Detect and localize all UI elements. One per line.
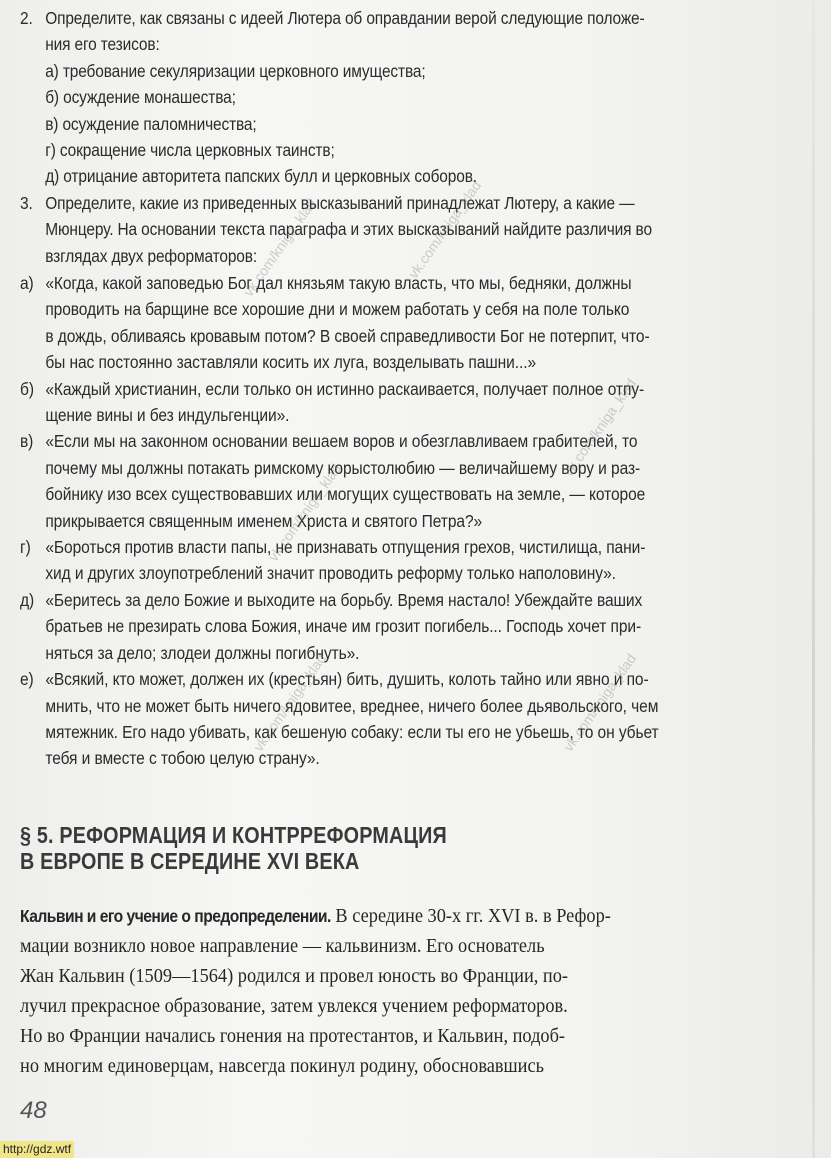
quote-label: е) <box>20 669 34 690</box>
quote-line: няться за дело; злодеи должны погибнуть». <box>45 642 360 663</box>
question-text-line: ния его тезисов: <box>45 34 160 55</box>
body-line <box>20 901 808 931</box>
quote-line: почему мы должны потакать римскому корыстолюбию — величайшему вору и раз- <box>45 457 641 478</box>
watermark: vk.com/kniga_klad <box>250 650 330 755</box>
body-line-text: В середине 30-х гг. XVI в. в Рефор- <box>330 905 611 927</box>
quote-line: «Если мы на законном основании вешаем воров и обезглавливаем грабителей, то <box>45 431 638 452</box>
quote-line: в дождь, обливаясь кровавым потом? В своей справедливости Бог не потерпит, что- <box>45 325 650 346</box>
question-text-line: взглядах двух реформаторов: <box>45 245 258 266</box>
question-2 <box>20 5 736 190</box>
section-body <box>20 901 808 1081</box>
question-subitem: в) осуждение паломничества; <box>45 113 257 134</box>
site-badge[interactable]: http://gdz.wtf <box>0 1141 74 1158</box>
quote-line: «Каждый христианин, если только он истинно раскаивается, получает полное отпу- <box>45 378 645 399</box>
watermark: vk.com/kniga_klad <box>265 460 345 565</box>
watermark: vk.com/kniga_klad <box>240 195 320 300</box>
quote-line: «Беритесь за дело Божие и выходите на борьбу. Время настало! Убеждайте ваших <box>45 589 643 610</box>
quote-line: бы нас постоянно заставляли косить их луга, возделывать пашни...» <box>45 352 537 373</box>
quote-label: г) <box>20 537 31 558</box>
quote-label: в) <box>20 431 34 452</box>
page-number: 48 <box>20 1097 47 1124</box>
quote-line: мятежник. Его надо убивать, как бешеную собаку: если ты его не убьешь, то он убьет <box>45 721 659 742</box>
section-heading-line-2: В ЕВРОПЕ В СЕРЕДИНЕ XVI ВЕКА <box>20 848 360 874</box>
section-heading-line-1: § 5. РЕФОРМАЦИЯ И КОНТРРЕФОРМАЦИЯ <box>20 822 447 848</box>
quote-g <box>20 534 816 587</box>
quote-line: мнить, что не может быть ничего ядовитее, вреднее, ничего более дьявольского, чем <box>45 695 659 716</box>
quote-line: щение вины и без индульгенции». <box>45 405 290 426</box>
quote-label: д) <box>20 589 35 610</box>
question-3 <box>20 190 736 269</box>
question-text-line: Мюнцеру. На основании текста параграфа и этих высказываний найдите различия во <box>45 219 652 240</box>
question-subitem: а) требование секуляризации церковного имущества; <box>45 60 426 81</box>
quote-v <box>20 428 816 534</box>
quote-line: проводить на барщине все хорошие дни и можем работать у себя на поле только <box>45 299 630 320</box>
watermark: vk.com/kniga_klad <box>560 650 640 755</box>
quote-line: хид и других злоупотреблений значит проводить реформу только наполовину». <box>45 563 616 584</box>
question-subitem: г) сокращение числа церковных таинств; <box>45 140 335 161</box>
body-line: лучил прекрасное образование, затем увлекся учением реформаторов. <box>20 995 568 1017</box>
body-line: мации возникло новое направление — кальвинизм. Его основатель <box>20 935 545 957</box>
quote-line: бойнику изо всех существовавших или могущих существовать на земле, — которое <box>45 484 646 505</box>
quote-d <box>20 587 816 666</box>
question-number: 3. <box>20 193 33 213</box>
question-number: 2. <box>20 8 33 28</box>
quote-line: «Всякий, кто может, должен их (крестьян) бить, душить, колоть тайно или явно и по- <box>45 669 649 690</box>
section-heading <box>20 822 447 874</box>
body-line: Но во Франции начались гонения на протестантов, и Кальвин, подоб- <box>20 1025 566 1047</box>
question-subitem: б) осуждение монашества; <box>45 87 236 108</box>
quote-line: тебя и вместе с тобою целую страну». <box>45 748 320 769</box>
question-text-line: Определите, как связаны с идеей Лютера об оправдании верой следующие положе- <box>45 8 645 28</box>
quote-line: «Когда, какой заповедью Бог дал князьям такую власть, что мы, бедняки, должны <box>45 273 632 293</box>
subsection-lead: Кальвин и его учение о предопределении. <box>20 906 331 926</box>
quote-line: «Бороться против власти папы, не признавать отпущения грехов, чистилища, пани- <box>45 537 646 558</box>
quote-a <box>20 270 816 376</box>
question-text-line: Определите, какие из приведенных высказываний принадлежат Лютеру, а какие — <box>45 193 635 213</box>
question-subitem: д) отрицание авторитета папских булл и церковных соборов. <box>45 166 477 187</box>
quote-b <box>20 376 816 429</box>
quote-label: а) <box>20 273 34 293</box>
quote-line: братьев не презирать слова Божия, иначе им грозит погибель... Господь хочет при- <box>45 616 642 637</box>
quote-line: прикрывается священным именем Христа и святого Петра?» <box>45 510 483 531</box>
body-line: но многим единоверцам, навсегда покинул родину, обосновавшись <box>20 1055 545 1077</box>
quote-label: б) <box>20 378 34 399</box>
quotes-list <box>20 270 816 772</box>
watermark: vk.com/kniga_klad <box>405 177 485 282</box>
quote-e <box>20 666 816 772</box>
body-line: Жан Кальвин (1509—1564) родился и провел юность во Франции, по- <box>20 965 569 987</box>
watermark: vk.com/kniga_klad <box>560 375 640 480</box>
